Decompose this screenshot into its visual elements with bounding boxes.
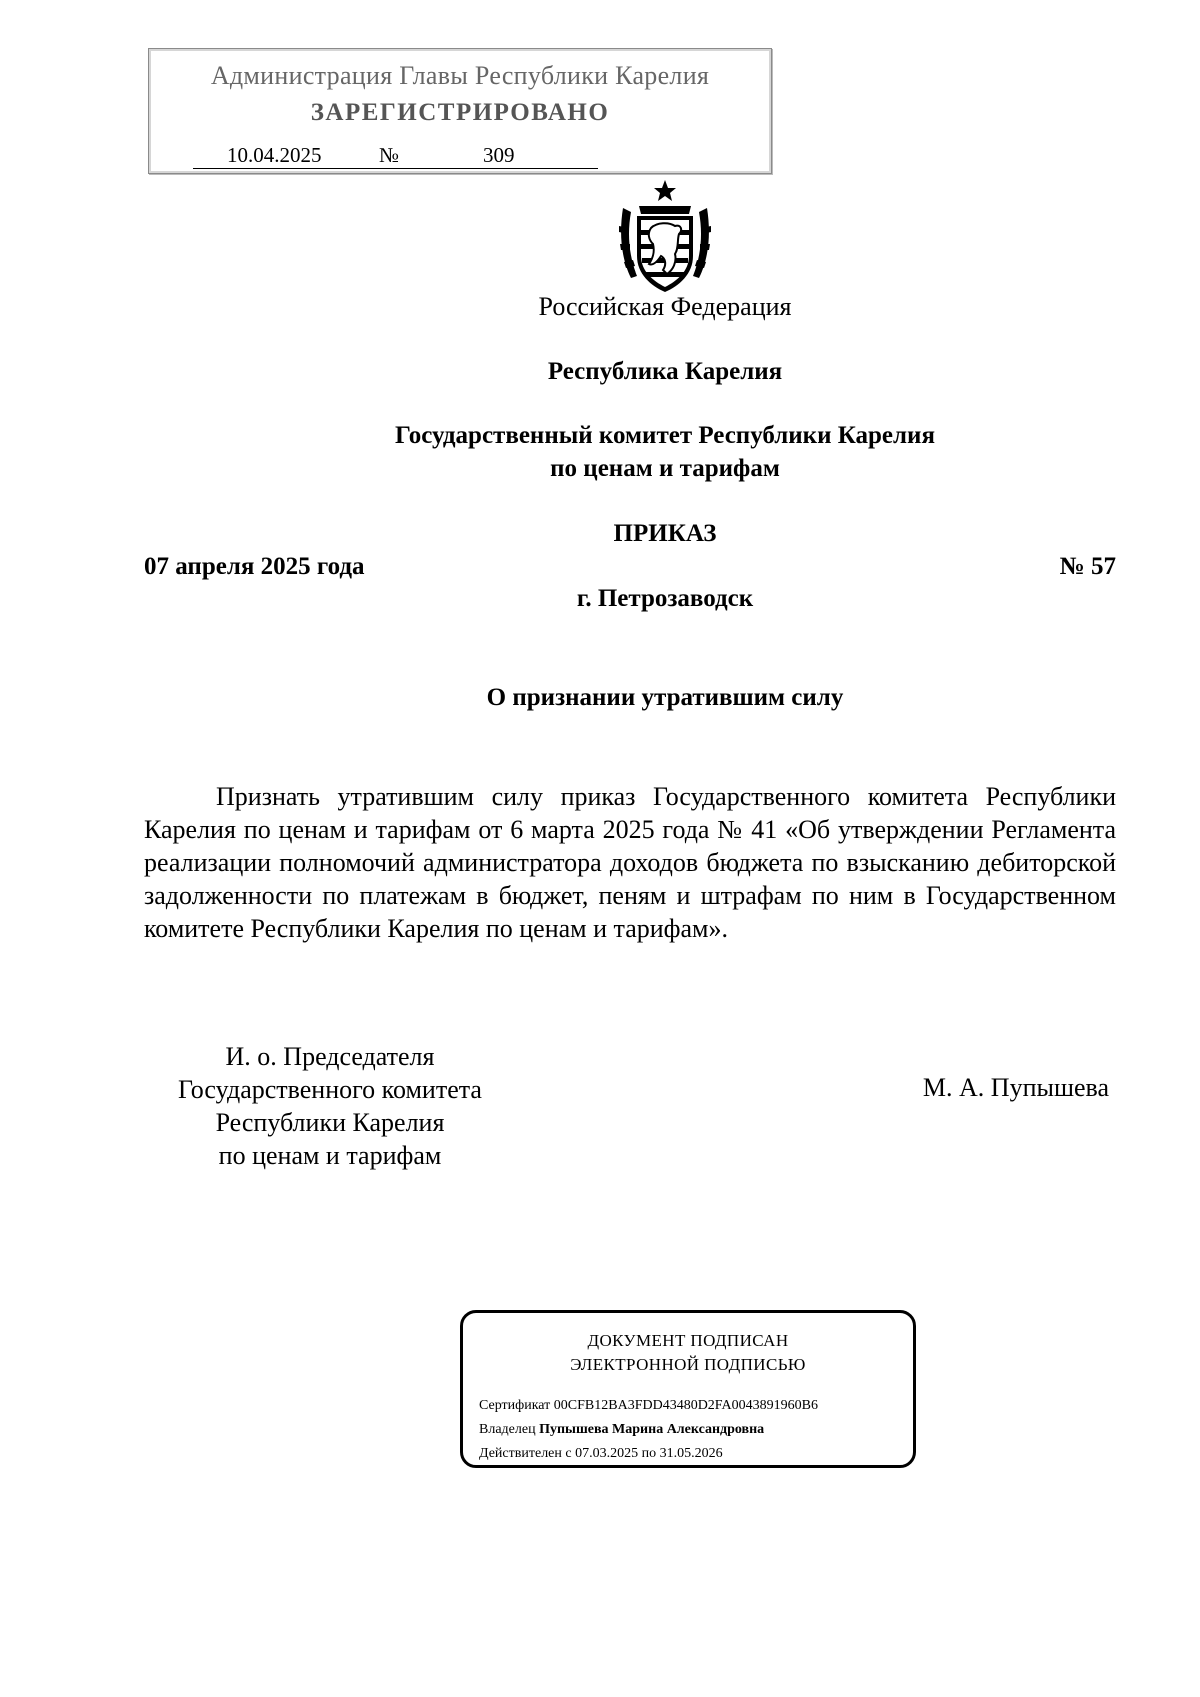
esign-valid-to: 31.05.2026 bbox=[659, 1446, 723, 1461]
committee-name-line1: Государственный комитет Республики Карелия bbox=[395, 422, 935, 449]
registration-underline bbox=[193, 168, 598, 169]
esign-owner-label: Владелец bbox=[479, 1422, 536, 1437]
document-date: 07 апреля 2025 года bbox=[144, 553, 365, 580]
esign-title-line2: ЭЛЕКТРОННОЙ ПОДПИСЬЮ bbox=[570, 1355, 806, 1374]
esign-valid-label: Действителен с bbox=[479, 1446, 572, 1461]
document-number: № 57 bbox=[1059, 553, 1116, 580]
document-type: ПРИКАЗ bbox=[613, 520, 717, 547]
esign-certificate-value: 00CFB12BA3FDD43480D2FA0043891960B6 bbox=[553, 1398, 819, 1413]
registration-organization: Администрация Главы Республики Карелия bbox=[210, 61, 710, 90]
document-city: г. Петрозаводск bbox=[576, 585, 754, 612]
registration-number-label: № bbox=[379, 143, 400, 167]
coat-of-arms-icon bbox=[617, 178, 713, 298]
esign-validity-row bbox=[479, 1446, 723, 1462]
committee-name-line2: по ценам и тарифам bbox=[550, 455, 780, 482]
document-subject: О признании утратившим силу bbox=[486, 684, 844, 711]
signer-name: М. А. Пупышева bbox=[922, 1073, 1109, 1102]
esign-certificate-row bbox=[479, 1398, 818, 1414]
signer-position-line: Государственного комитета bbox=[178, 1075, 482, 1104]
esign-valid-to-label: по bbox=[641, 1446, 657, 1461]
country-name: Российская Федерация bbox=[538, 292, 792, 321]
esign-title-line1: ДОКУМЕНТ ПОДПИСАН bbox=[587, 1331, 789, 1350]
document-body: Признать утратившим силу приказ Государственного комитета Республики Карелия по ценам и тарифам от 6 марта 2025 года № 41 «Об утверждении Регламента реализации полномочий администратора доходов бюджета по взысканию дебиторской задолженности по платежам в бюджет, пеням и штрафам по ним в Государственном комитете Республики Карелия по ценам и тарифам». bbox=[144, 782, 1116, 943]
signer-position bbox=[130, 1040, 530, 1172]
registration-status: ЗАРЕГИСТРИРОВАНО bbox=[310, 99, 610, 126]
electronic-signature-stamp bbox=[460, 1310, 916, 1468]
republic-name: Республика Карелия bbox=[547, 358, 783, 385]
esign-owner-row bbox=[479, 1422, 764, 1438]
esign-valid-from: 07.03.2025 bbox=[575, 1446, 639, 1461]
registration-number: 309 bbox=[483, 143, 515, 167]
signer-position-line: И. о. Председателя bbox=[225, 1042, 435, 1071]
signer-position-line: по ценам и тарифам bbox=[218, 1141, 442, 1170]
esign-owner-value: Пупышева Марина Александровна bbox=[539, 1422, 765, 1437]
esign-certificate-label: Сертификат bbox=[479, 1398, 551, 1413]
registration-stamp bbox=[148, 48, 772, 174]
signer-position-line: Республики Карелия bbox=[215, 1108, 445, 1137]
registration-date: 10.04.2025 bbox=[227, 143, 322, 167]
